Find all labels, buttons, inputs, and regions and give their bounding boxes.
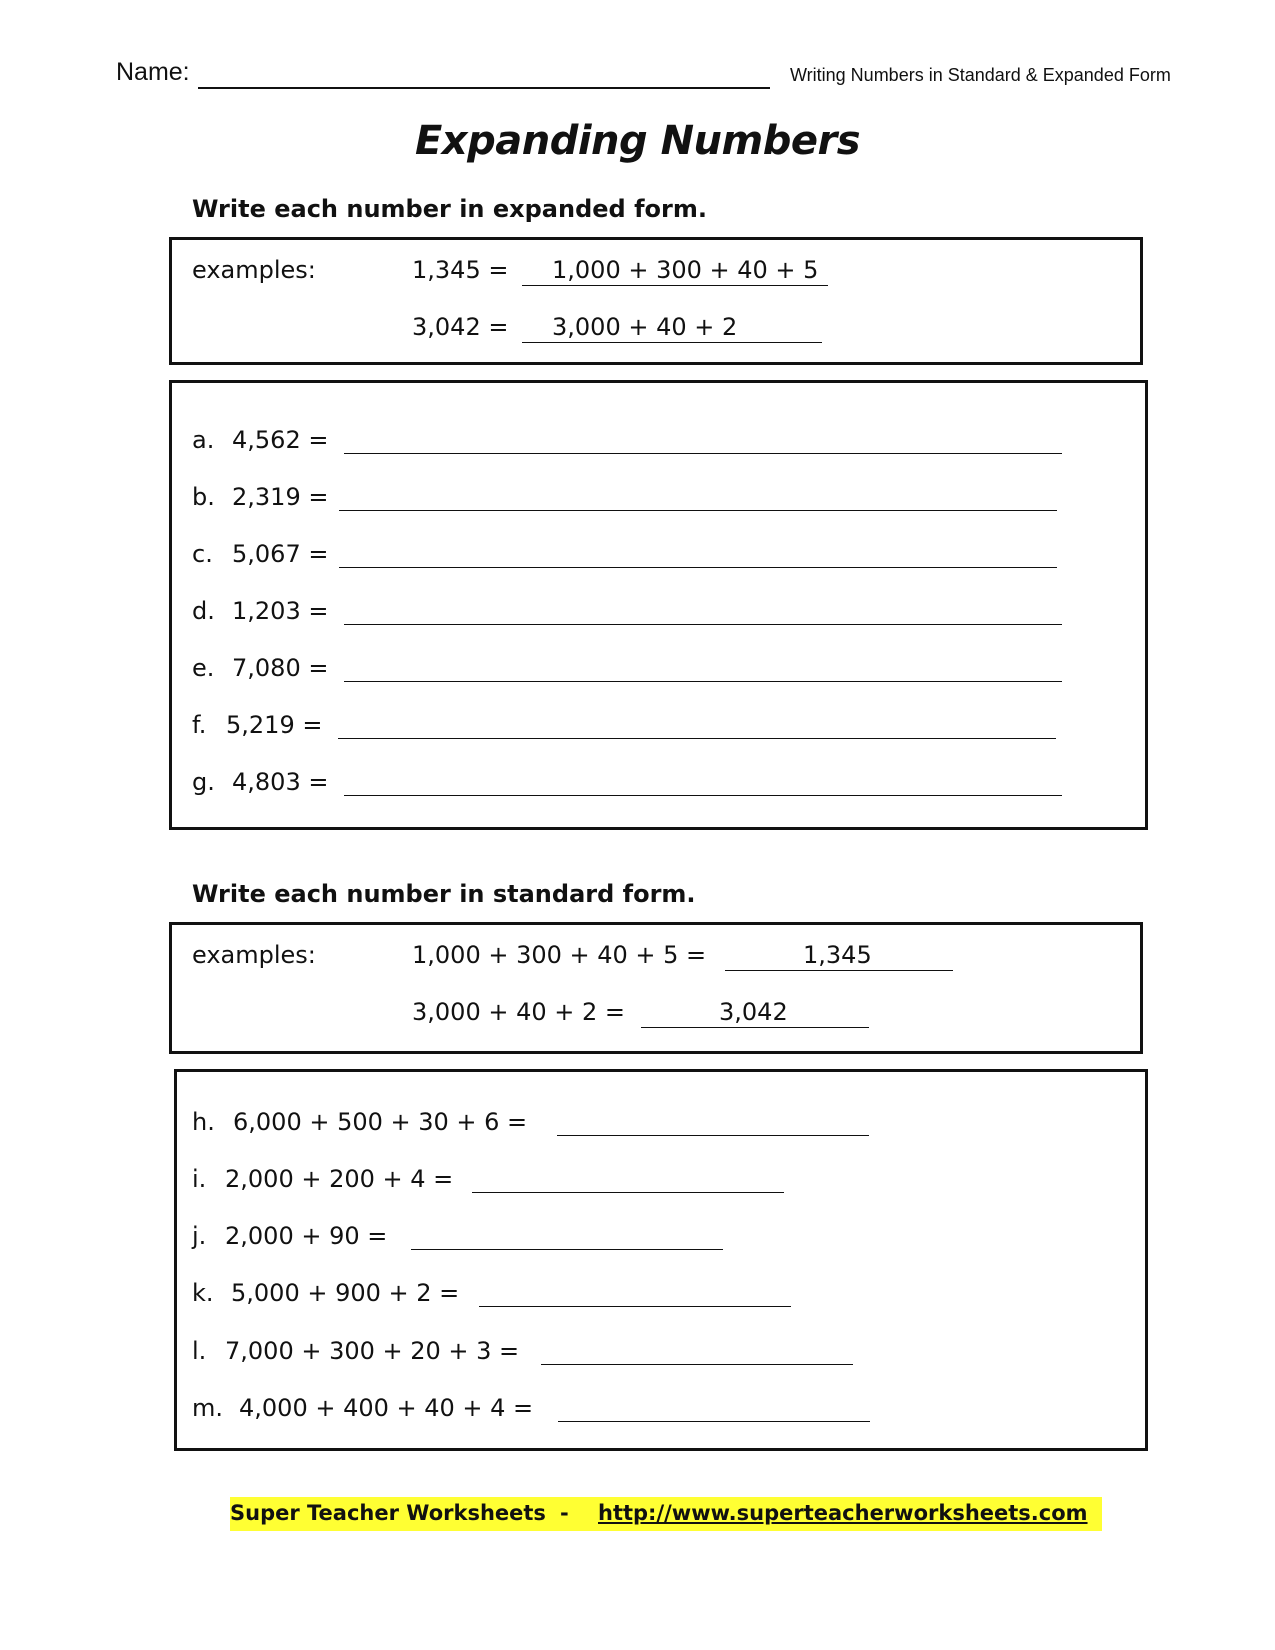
problem-expression: 5,000 + 900 + 2 = bbox=[231, 1279, 460, 1307]
problem-label: l. bbox=[192, 1337, 207, 1365]
answer-line[interactable] bbox=[339, 510, 1057, 511]
answer-line[interactable] bbox=[472, 1192, 784, 1193]
example-answer: 1,345 bbox=[725, 940, 953, 971]
footer-url-link[interactable]: http://www.superteacherworksheets.com bbox=[598, 1501, 1088, 1525]
answer-line[interactable] bbox=[479, 1306, 791, 1307]
example-expression: 3,000 + 40 + 2 = bbox=[412, 998, 625, 1026]
problem-label: a. bbox=[192, 426, 215, 454]
name-blank-line[interactable] bbox=[198, 87, 770, 89]
problem-expression: 6,000 + 500 + 30 + 6 = bbox=[233, 1108, 528, 1136]
standard-problems-box bbox=[174, 1069, 1148, 1451]
example-answer: 3,042 bbox=[641, 997, 869, 1028]
standard-examples-box bbox=[169, 922, 1143, 1054]
problem-number: 5,067 = bbox=[232, 540, 329, 568]
answer-line[interactable] bbox=[557, 1135, 869, 1136]
standard-instruction: Write each number in standard form. bbox=[192, 880, 696, 908]
example-number: 1,345 = bbox=[412, 256, 509, 284]
problem-label: b. bbox=[192, 483, 215, 511]
worksheet-subject: Writing Numbers in Standard & Expanded Form bbox=[790, 65, 1171, 85]
problem-number: 4,562 = bbox=[232, 426, 329, 454]
footer-banner bbox=[230, 1497, 1102, 1531]
example-number: 3,042 = bbox=[412, 313, 509, 341]
problem-label: e. bbox=[192, 654, 215, 682]
problem-label: m. bbox=[192, 1394, 224, 1422]
answer-line[interactable] bbox=[338, 738, 1056, 739]
problem-label: c. bbox=[192, 540, 213, 568]
problem-label: d. bbox=[192, 597, 215, 625]
expanded-examples-box bbox=[169, 237, 1143, 365]
problem-label: j. bbox=[192, 1222, 207, 1250]
answer-line[interactable] bbox=[541, 1364, 853, 1365]
problem-number: 5,219 = bbox=[226, 711, 323, 739]
problem-label: k. bbox=[192, 1279, 214, 1307]
problem-expression: 4,000 + 400 + 40 + 4 = bbox=[239, 1394, 534, 1422]
problem-number: 2,319 = bbox=[232, 483, 329, 511]
answer-line[interactable] bbox=[558, 1421, 870, 1422]
answer-line[interactable] bbox=[411, 1249, 723, 1250]
answer-line[interactable] bbox=[344, 624, 1062, 625]
answer-line[interactable] bbox=[344, 453, 1062, 454]
example-answer: 1,000 + 300 + 40 + 5 bbox=[522, 255, 828, 286]
problem-expression: 2,000 + 90 = bbox=[225, 1222, 388, 1250]
problem-number: 7,080 = bbox=[232, 654, 329, 682]
problem-label: f. bbox=[192, 711, 207, 739]
examples-label: examples: bbox=[192, 256, 316, 284]
footer-separator: - bbox=[560, 1501, 569, 1525]
problem-number: 1,203 = bbox=[232, 597, 329, 625]
problem-label: i. bbox=[192, 1165, 207, 1193]
expanded-problems-box bbox=[169, 380, 1148, 830]
expanded-instruction: Write each number in expanded form. bbox=[192, 195, 707, 223]
name-label: Name: bbox=[116, 58, 190, 86]
answer-line[interactable] bbox=[339, 567, 1057, 568]
problem-label: h. bbox=[192, 1108, 215, 1136]
problem-label: g. bbox=[192, 768, 215, 796]
problem-number: 4,803 = bbox=[232, 768, 329, 796]
page-title: Expanding Numbers bbox=[414, 118, 861, 164]
answer-line[interactable] bbox=[344, 681, 1062, 682]
example-answer: 3,000 + 40 + 2 bbox=[522, 312, 822, 343]
examples-label: examples: bbox=[192, 941, 316, 969]
answer-line[interactable] bbox=[344, 795, 1062, 796]
problem-expression: 2,000 + 200 + 4 = bbox=[225, 1165, 454, 1193]
footer-brand: Super Teacher Worksheets bbox=[230, 1501, 546, 1525]
problem-expression: 7,000 + 300 + 20 + 3 = bbox=[225, 1337, 520, 1365]
example-expression: 1,000 + 300 + 40 + 5 = bbox=[412, 941, 707, 969]
